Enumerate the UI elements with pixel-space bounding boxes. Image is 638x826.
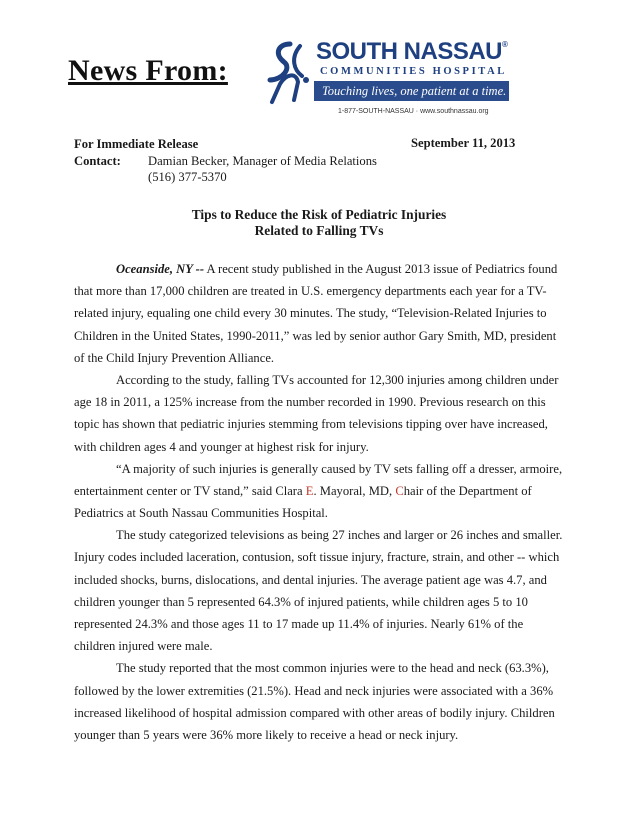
dateline: Oceanside, NY --: [116, 262, 205, 276]
release-date: September 11, 2013: [411, 136, 516, 150]
news-from-heading: News From:: [68, 54, 228, 87]
body-line: followed by the lower extremities (21.5%). Head and neck injuries were associated with a 36%: [74, 683, 554, 698]
hospital-logo-contact: 1-877-SOUTH-NASSAU · www.southnassau.org: [338, 108, 489, 115]
hospital-logo-subtitle: COMMUNITIES HOSPITAL: [320, 66, 507, 77]
headline-line-1: Tips to Reduce the Risk of Pediatric Injuries: [191, 207, 447, 222]
body-line: entertainment center or TV stand,” said Clara E. Mayoral, MD, Chair of the Department of: [74, 483, 532, 498]
body-line: younger than 5 years were 36% more likely to receive a head or neck injury.: [74, 727, 459, 742]
body-line: children injured were male.: [74, 639, 213, 654]
hospital-logo-tagline: Touching lives, one patient at a time.: [314, 81, 509, 101]
contact-phone: (516) 377-5370: [148, 170, 227, 184]
highlight-initial: C: [395, 483, 404, 498]
article-body: [74, 258, 568, 746]
body-line: of the Child Injury Prevention Alliance.: [74, 350, 275, 365]
contact-label: Contact:: [74, 154, 121, 168]
body-line: that more than 17,000 children are treated in U.S. emergency departments each year for a TV-: [74, 284, 547, 299]
body-line: Injury codes included laceration, contusion, soft tissue injury, fracture, strain, and other -- which: [74, 550, 560, 565]
body-line: topic has shown that pediatric injuries stemming from televisions tipping over have increased,: [74, 417, 548, 432]
headline-line-2: Related to Falling TVs: [254, 223, 384, 238]
body-line: with children ages 4 and younger at highest risk for injury.: [74, 439, 369, 454]
contact-name: Damian Becker, Manager of Media Relations: [148, 154, 377, 168]
body-line: Children in the United States, 1990-2011,” was led by senior author Gary Smith, MD, president: [74, 328, 557, 343]
body-line: “A majority of such injuries is generally caused by TV sets falling off a dresser, armoire,: [116, 461, 563, 476]
body-line: included shocks, burns, dislocations, and dental injuries. The average patient age was 4.7, and: [74, 572, 547, 587]
hospital-logo-name: SOUTH NASSAU®: [316, 38, 508, 65]
release-label: For Immediate Release: [74, 137, 199, 151]
body-line: The study categorized televisions as being 27 inches and larger or 26 inches and smaller.: [116, 528, 563, 543]
body-line: age 18 in 2011, a 125% increase from the number recorded in 1990. Previous research on this: [74, 395, 546, 410]
body-line: Pediatrics at South Nassau Communities Hospital.: [74, 506, 328, 521]
body-line: increased likelihood of hospital admission compared with other areas of bodily injury. Children: [74, 705, 555, 720]
hospital-logo: [258, 38, 522, 124]
body-line: represented 24.3% and those ages 11 to 17 made up 11.4% of injuries. Nearly 61% of the: [74, 617, 524, 631]
body-line: The study reported that the most common injuries were to the head and neck (63.3%),: [116, 661, 549, 676]
hospital-logo-mark-icon: [260, 40, 316, 106]
body-line: children younger than 5 represented 64.3% of injured patients, while children ages 5 to 10: [74, 594, 528, 609]
body-line: related injury, equaling one child every 30 minutes. The study, “Television-Related Injuries to: [74, 306, 547, 321]
body-line: According to the study, falling TVs accounted for 12,300 injuries among children under: [116, 372, 559, 387]
body-line: Oceanside, NY -- A recent study published in the August 2013 issue of Pediatrics found: [116, 262, 558, 276]
highlight-initial: E: [305, 483, 314, 498]
